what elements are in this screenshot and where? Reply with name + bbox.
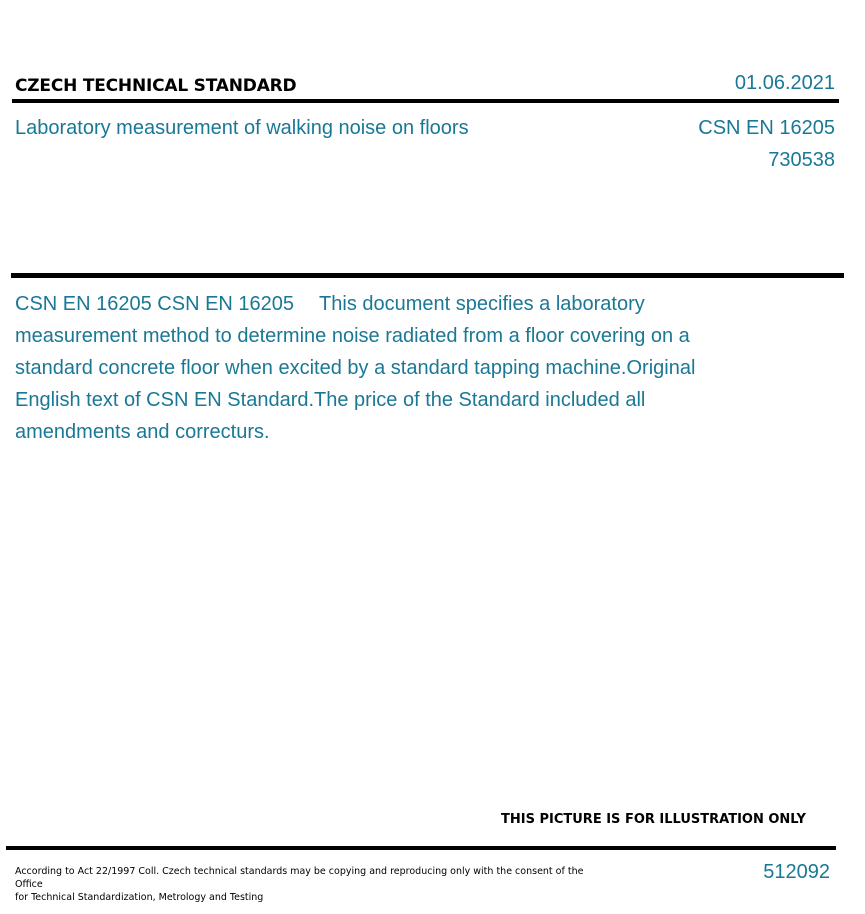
description-text: This document specifies a laboratory measurement method to determine noise radiated from a floor covering on a standard concrete floor when excited by a standard tapping machine.Original English text of CSN EN Standard.The price of the Standard included all amendments and correcturs. (15, 293, 696, 443)
standard-title: Laboratory measurement of walking noise on floors (15, 117, 469, 139)
description-codes: CSN EN 16205 CSN EN 16205 (15, 293, 295, 315)
standard-number: CSN EN 16205 (698, 117, 835, 139)
legal-line-2: for Technical Standardization, Metrology and Testing (15, 892, 264, 903)
illustration-note: THIS PICTURE IS FOR ILLUSTRATION ONLY (501, 812, 806, 827)
section-divider (11, 273, 844, 278)
header-divider (12, 99, 839, 103)
publication-date: 01.06.2021 (734, 72, 835, 94)
legal-notice (15, 865, 595, 904)
footer-divider (6, 846, 836, 850)
document-heading: CZECH TECHNICAL STANDARD (15, 76, 297, 96)
classification-number: 730538 (768, 149, 835, 171)
description-block (15, 288, 715, 448)
document-code: 512092 (763, 861, 830, 883)
legal-line-1: According to Act 22/1997 Coll. Czech technical standards may be copying and reproducing only with the consent of the Office (15, 866, 584, 890)
